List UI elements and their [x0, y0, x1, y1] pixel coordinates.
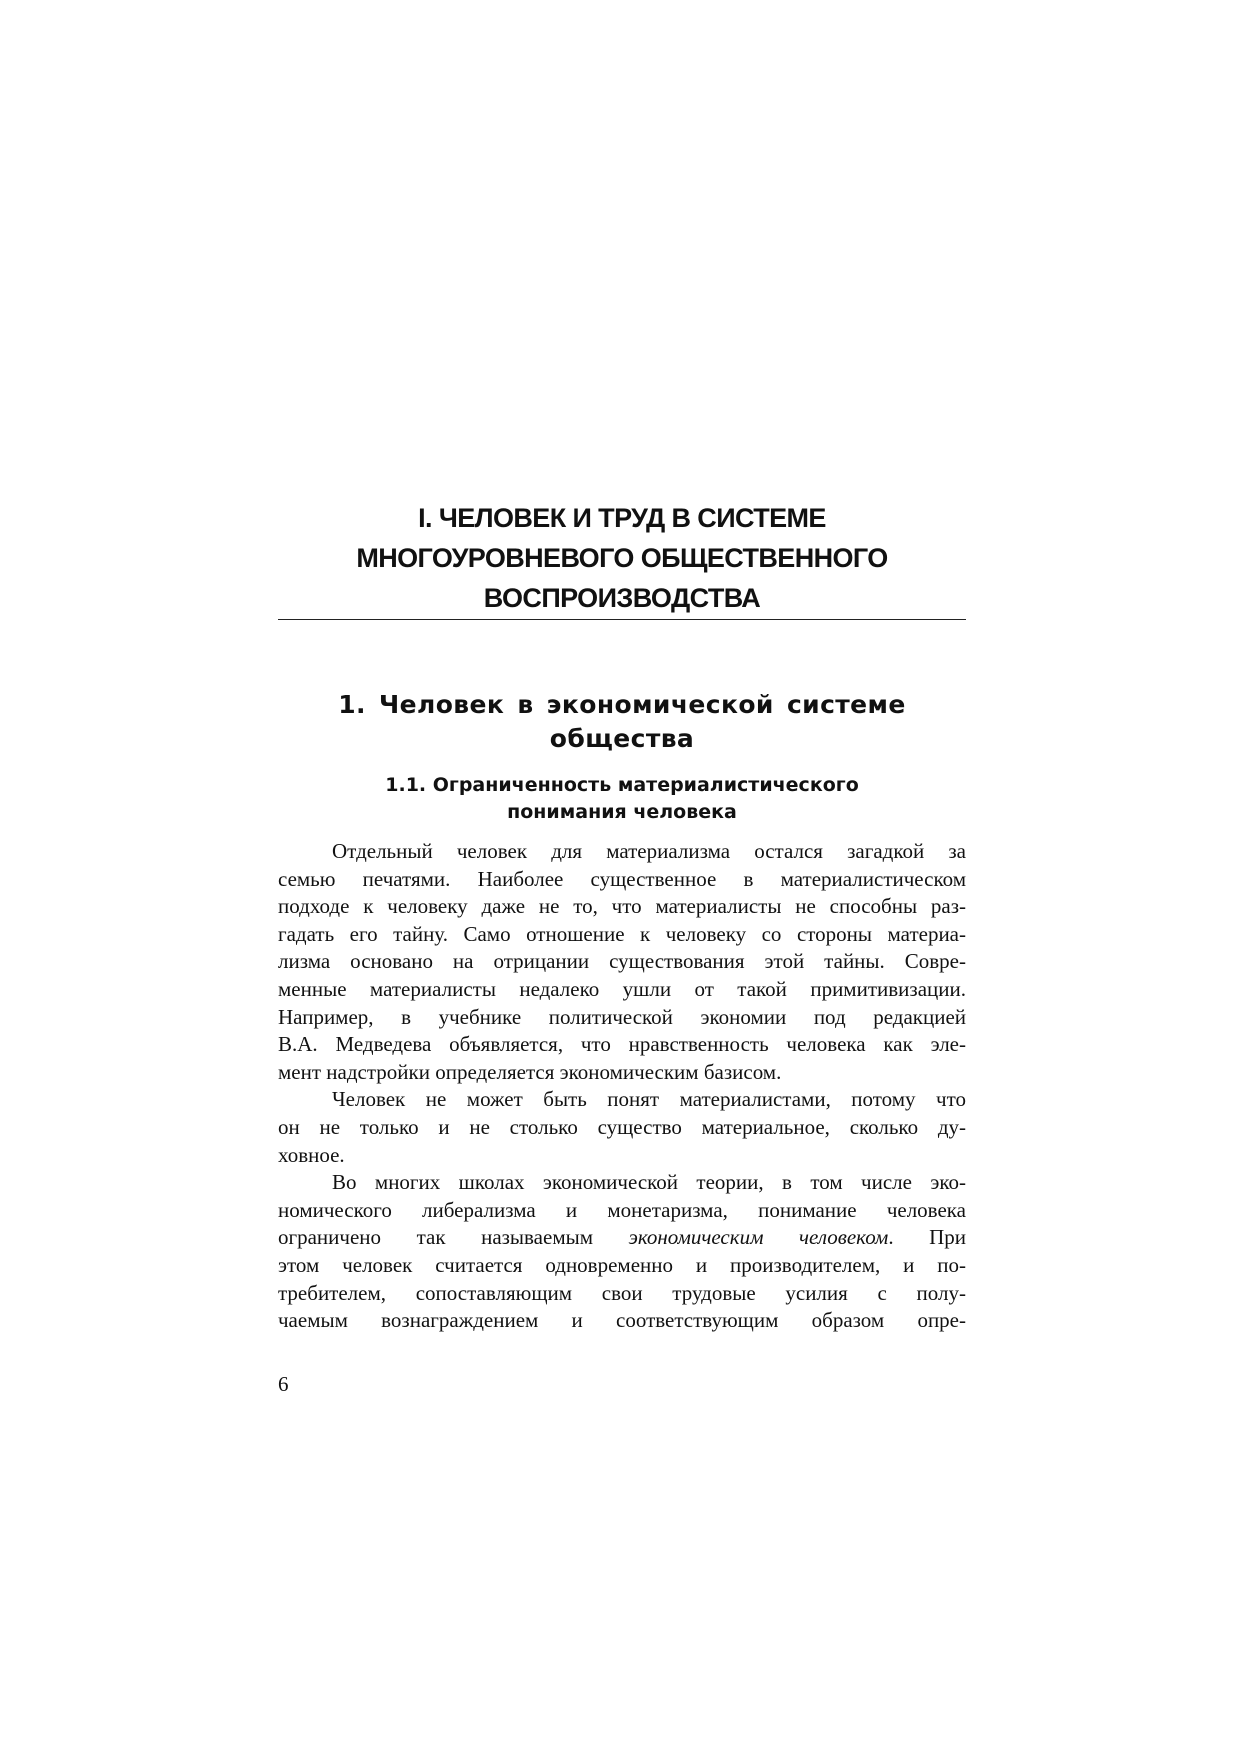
chapter-title-line: ВОСПРОИЗВОДСТВА: [483, 583, 761, 613]
text-line: Во многих школах экономической теории, в том числе эко-: [332, 1170, 966, 1195]
chapter-title-line: МНОГОУРОВНЕВОГО ОБЩЕСТВЕННОГО: [356, 543, 888, 573]
text-line: ховное.: [278, 1142, 345, 1167]
text-line: В.А. Медведева объявляется, что нравственность человека как эле-: [278, 1032, 966, 1057]
text-line: чаемым вознаграждением и соответствующим образом опре-: [278, 1308, 966, 1333]
body-text: [278, 838, 966, 1335]
chapter-title: [278, 498, 966, 618]
chapter-divider: [278, 619, 966, 620]
paragraph: [278, 838, 966, 1086]
paragraph: [278, 1086, 966, 1169]
text-line: требителем, сопоставляющим свои трудовые усилия с полу-: [278, 1280, 966, 1305]
text-line: мент надстройки определяется экономическим базисом.: [278, 1059, 782, 1084]
text-line: семью печатями. Наиболее существенное в материалистическом: [278, 866, 966, 891]
paragraph: [278, 1169, 966, 1335]
text-line: этом человек считается одновременно и производителем, и по-: [278, 1252, 966, 1277]
subsection-title: [278, 772, 966, 826]
section-title: 1. Человек в экономической системе общества: [338, 690, 906, 753]
text-fragment: ограничено так называемым: [278, 1225, 594, 1250]
text-line: гадать его тайну. Само отношение к человеку со стороны материа-: [278, 921, 966, 946]
subsection-title-line: понимания человека: [507, 801, 737, 823]
text-fragment: . При: [888, 1225, 967, 1250]
text-line: Отдельный человек для материализма остался загадкой за: [332, 839, 966, 863]
subsection-title-line: 1.1. Ограниченность материалистического: [385, 774, 859, 796]
page-number: 6: [278, 1372, 289, 1396]
chapter-title-line: I. ЧЕЛОВЕК И ТРУД В СИСТЕМЕ: [418, 503, 826, 533]
text-line: Например, в учебнике политической экономии под редакцией: [278, 1004, 966, 1029]
text-line: он не только и не столько существо материальное, сколько ду-: [278, 1114, 966, 1139]
text-line: подходе к человеку даже не то, что материалисты не способны раз-: [278, 894, 966, 919]
text-line: номического либерализма и монетаризма, понимание человека: [278, 1197, 966, 1222]
text-line: лизма основано на отрицании существования этой тайны. Совре-: [278, 949, 966, 974]
text-line: менные материалисты недалеко ушли от такой примитивизации.: [278, 976, 966, 1001]
text-line-with-emphasis: [278, 1224, 966, 1252]
emphasized-term: экономическим человеком: [628, 1225, 889, 1250]
text-line: Человек не может быть понят материалистами, потому что: [332, 1087, 966, 1112]
